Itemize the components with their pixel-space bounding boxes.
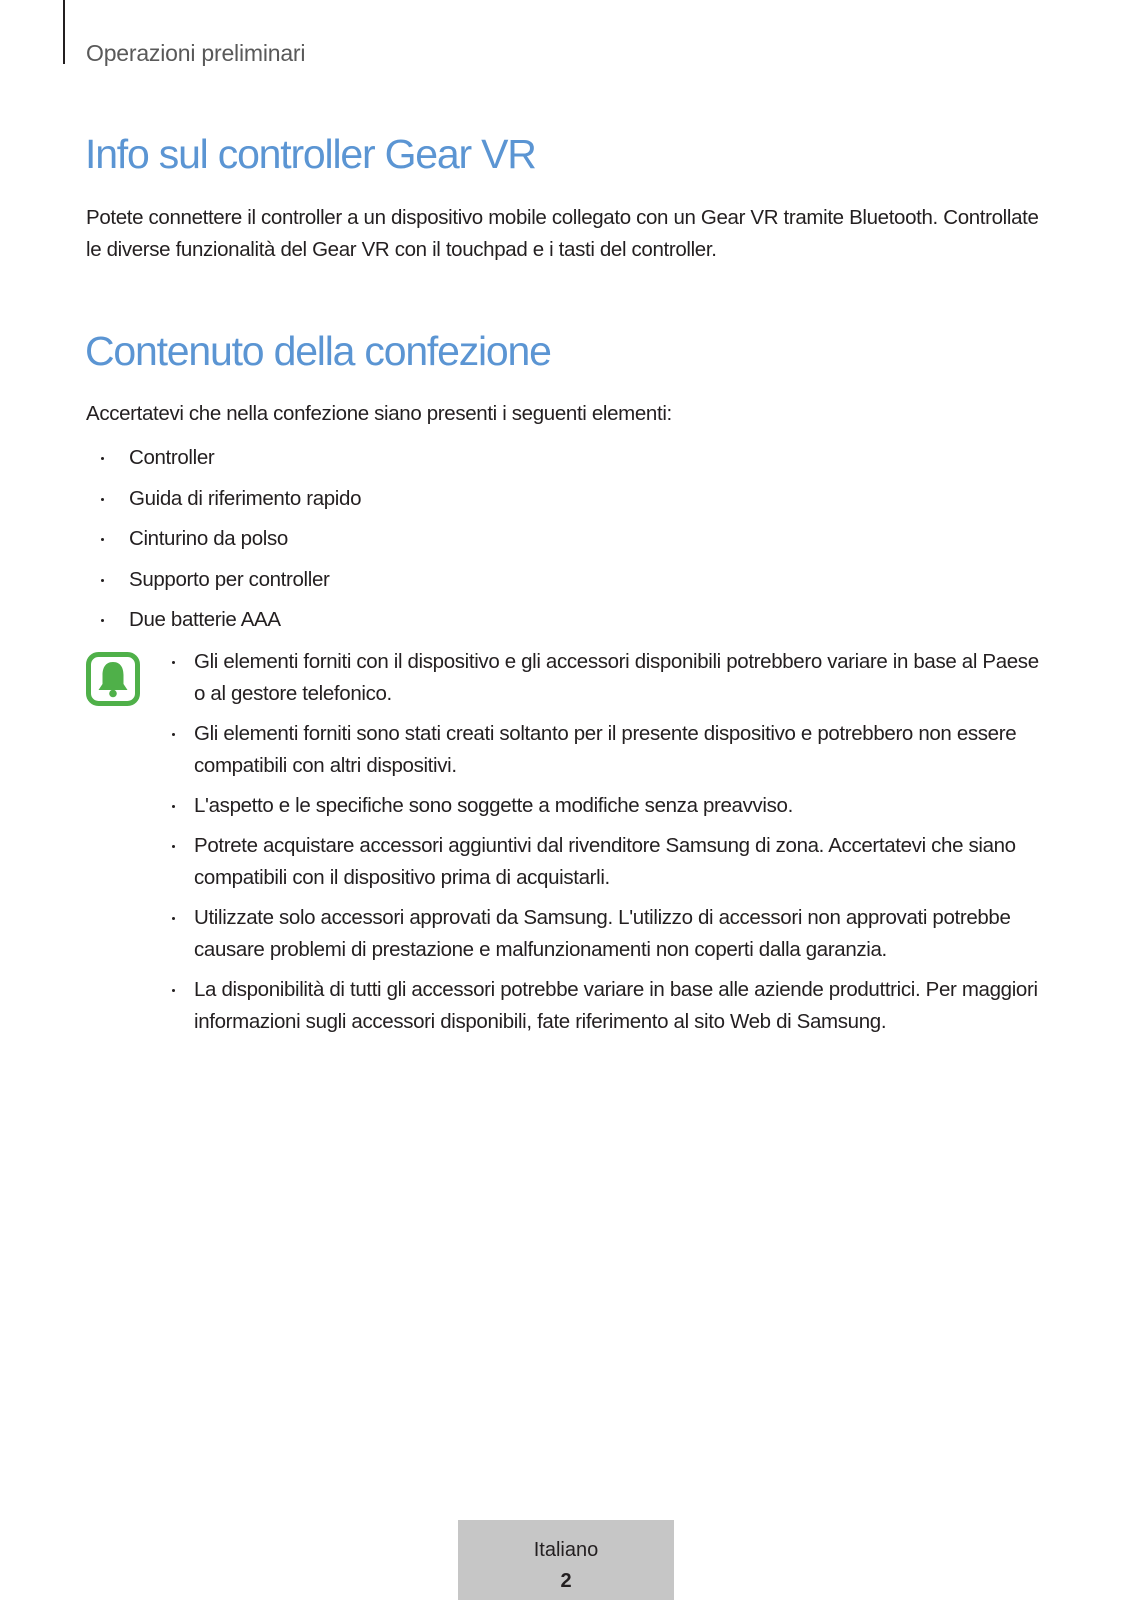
about-title: Info sul controller Gear VR — [85, 131, 536, 177]
page-edge-rule — [63, 0, 65, 64]
note-item — [151, 718, 1051, 782]
page-number: 2 — [560, 1570, 572, 1592]
bullet — [101, 579, 104, 582]
note-item — [151, 902, 1051, 966]
note-text: Gli elementi forniti sono stati creati soltanto per il presente dispositivo e potrebbero non essere compatibili con altri dispositivi. — [194, 722, 1017, 777]
list-item — [86, 564, 361, 605]
about-body: Potete connettere il controller a un dispositivo mobile collegato con un Gear VR tramite Bluetooth. Controllate le diverse funzionalità del Gear VR con il touchpad e i tasti del controller. — [86, 206, 1039, 261]
page-footer — [458, 1520, 674, 1600]
bullet — [101, 457, 104, 460]
section-label: Operazioni preliminari — [86, 40, 306, 66]
bullet — [172, 845, 175, 848]
note-text: L'aspetto e le specifiche sono soggette a modifiche senza preavviso. — [194, 794, 793, 817]
list-item-text: Controller — [129, 446, 215, 469]
note-item — [151, 830, 1051, 894]
bullet — [172, 733, 175, 736]
list-item-text: Due batterie AAA — [129, 608, 281, 631]
list-item — [86, 483, 361, 524]
contents-intro: Accertatevi che nella confezione siano presenti i seguenti elementi: — [86, 402, 672, 425]
list-item — [86, 442, 361, 483]
notes-list — [151, 646, 1051, 1046]
note-text: La disponibilità di tutti gli accessori potrebbe variare in base alle aziende produttrici. Per maggiori informazioni sugli accessori disponibili, fate riferimento al sito Web di Samsung. — [194, 978, 1038, 1033]
bell-notice-icon — [86, 652, 140, 706]
note-text: Gli elementi forniti con il dispositivo e gli accessori disponibili potrebbero variare in base al Paese o al gestore telefonico. — [194, 650, 1039, 705]
note-text: Potrete acquistare accessori aggiuntivi dal rivenditore Samsung di zona. Accertatevi che siano compatibili con il dispositivo prima di acquistarli. — [194, 834, 1016, 889]
footer-language: Italiano — [533, 1539, 599, 1561]
note-item — [151, 790, 1051, 822]
bullet — [101, 619, 104, 622]
bullet — [172, 805, 175, 808]
bullet — [172, 661, 175, 664]
list-item — [86, 604, 361, 645]
list-item-text: Cinturino da polso — [129, 527, 288, 550]
note-text: Utilizzate solo accessori approvati da Samsung. L'utilizzo di accessori non approvati potrebbe causare problemi di prestazione e malfunzionamenti non coperti dalla garanzia. — [194, 906, 1011, 961]
list-item-text: Supporto per controller — [129, 567, 330, 591]
note-item — [151, 974, 1051, 1038]
bullet — [101, 538, 104, 541]
package-items-list — [86, 442, 361, 645]
bullet — [172, 989, 175, 992]
note-item — [151, 646, 1051, 710]
list-item-text: Guida di riferimento rapido — [129, 486, 362, 510]
bullet — [101, 498, 104, 501]
list-item — [86, 523, 361, 564]
contents-title: Contenuto della confezione — [85, 328, 551, 374]
bullet — [172, 917, 175, 920]
